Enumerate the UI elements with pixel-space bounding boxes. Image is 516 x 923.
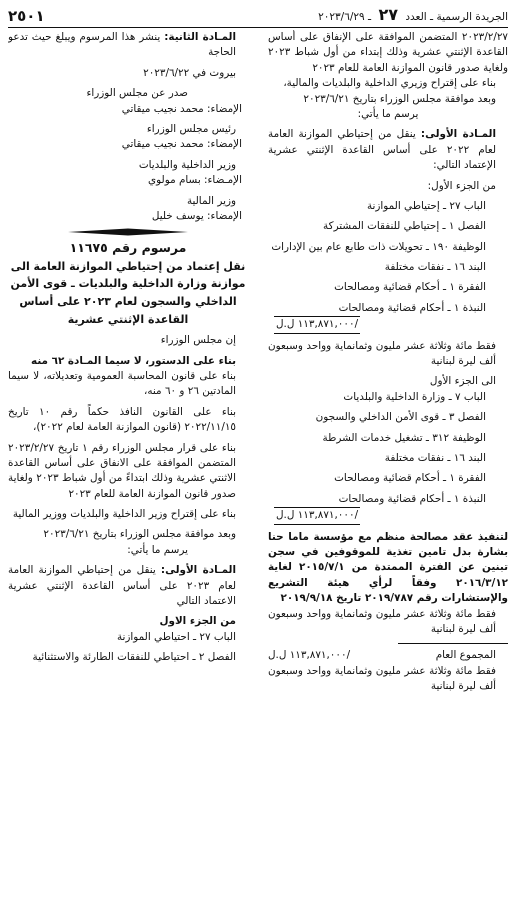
article-2 (8, 30, 248, 61)
amount-box (268, 507, 508, 524)
approval-paragraph: وبعد موافقة مجلس الوزراء بتاريخ ٢٠٢٣/٦/٢١ (303, 92, 496, 105)
signature-line: الإمـضاء: بسام مولوي (148, 174, 242, 187)
amount-value: ١١٣,٨٧١,٠٠٠ ل.ل/ (274, 316, 360, 333)
right-column (262, 30, 508, 923)
page-number: ٢٥٠١ (8, 6, 45, 25)
article-1-text: ينقل من إحتياطي الموازنة العامة لعام ٢٠٢٣ على أساس القاعدة الإثنتي عشرية الاعتماد التالي (8, 564, 236, 608)
basis-law: بناء على قانون المحاسبة العمومية وتعديلاته، لا سيما المادتين ٢٦ و ٦٠ منه، (8, 369, 236, 398)
approval-paragraph: وبعد موافقة مجلس الوزراء بتاريخ ٢٠٢٣/٦/٢١ (43, 528, 236, 541)
budget-line: الفصل ٣ ـ قوى الأمن الداخلي والسجون (315, 411, 486, 424)
article-1-label: المـادة الأولى: (420, 128, 497, 141)
page-header (8, 5, 508, 28)
purpose-paragraph: لتنفيذ عقد مصالحة منظم مع مؤسسة ماما حنا بشارة بدل تامين تغذية للموقوفين في سجن تبنين عن الفترة الممتدة من ٢٠١٥/٧/١ لغاية ٢٠١٦/٣/١٢ وفقاً لرأي هيئة التشريع والإستشارات رقم ٢٠١٩/٧٨٧ تاريخ ٢٠١٩/٩/١٨ (268, 530, 508, 605)
budget-line: البند ١٦ ـ نفقات مختلفة (384, 261, 486, 274)
issue-number: ٢٧ (378, 5, 398, 25)
article-2-text: ينشر هذا المرسوم ويبلغ حيث تدعو الحاجة (8, 31, 236, 59)
decree-number: مرسوم رقم ١١٦٧٥ (69, 240, 187, 256)
issued-by: صدر عن مجلس الوزراء (86, 87, 188, 100)
signatory-role: رئيس مجلس الوزراء (146, 122, 236, 135)
article-1 (8, 563, 248, 609)
signatory-role: وزير الداخلية والبلديات (138, 158, 236, 171)
amount-box (268, 316, 508, 333)
amount-value: ١١٣,٨٧١,٠٠٠ ل.ل/ (274, 507, 360, 524)
gazette-title (318, 3, 508, 27)
proposal-paragraph: بناء على إقتراح وزيري الداخلية والبلديات والمالية، (283, 77, 496, 90)
decision-paragraph: ٢٠٢٣/٢/٢٧ المتضمن الموافقة على الإنفاق على أساس القاعدة الإثنتي عشرية وذلك إبتداء من أول شباط ٢٠٢٣ ولغاية صدور قانون الموازنة العامة للعام ٢٠٢٣ (268, 31, 508, 74)
budget-line: الفقرة ١ ـ أحكام قضائية ومصالحات (334, 472, 486, 485)
basis-decision: بناء على قرار مجلس الوزراء رقم ١ تاريخ ٢٠٢٣/٢/٢٧ المتضمن الموافقة على الانفاق على أساس القاعدة الاثنتي عشرية وذلك ابتداءً من أول شباط ٢٠٢٣ ولغاية صدور قانون الموازنة العامة للعام ٢٠٢٣ (8, 441, 237, 500)
grand-total-label: المجموع العام (435, 649, 496, 662)
signature-line: الإمضاء: محمد نجيب ميقاتي (121, 138, 242, 151)
budget-line: الباب ٢٧ ـ إحتياطي الموازنة (366, 199, 486, 212)
budget-line: الفقرة ١ ـ أحكام قضائية ومصالحات (334, 281, 486, 294)
signature-line: الإمضاء: يوسف خليل (151, 209, 242, 222)
columns (8, 30, 508, 923)
budget-line: الفصل ١ ـ إحتياطي للنفقات المشتركة (323, 220, 486, 233)
amount-in-words: فقط مائة وثلاثة عشر مليون وثمانماية وواحد وسبعون ألف ليرة لبنانية (268, 664, 496, 693)
issue-date: ـ ٢٠٢٣/٦/٢٩ (318, 11, 372, 24)
article-1-label: المـادة الأولى: (160, 564, 237, 577)
article-2-label: المـادة الثانية: (164, 31, 236, 43)
grand-total-row (268, 648, 508, 663)
budget-line: النبذة ١ ـ أحكام قضائية ومصالحات (338, 301, 486, 314)
article-1-text: ينقل من إحتياطي الموازنة العامة لعام ٢٠٢٢ على أساس القاعدة الإثنتي عشرية الإعتماد التالي: (268, 128, 496, 172)
grand-total-amount: ١١٣,٨٧١,٠٠٠ ل.ل/ (268, 649, 351, 662)
budget-line: البند ١٦ ـ نفقات مختلفة (384, 451, 486, 464)
budget-line: الباب ٧ ـ وزارة الداخلية والبلديات (343, 390, 486, 403)
decrees-heading: يرسم ما يأتي: (357, 107, 419, 120)
gazette-name: الجريدة الرسمية ـ العدد (405, 11, 508, 24)
basis-constitution: بناء على الدستور، لا سيما المـادة ٦٢ منه (31, 354, 236, 367)
place-date: بيروت في ٢٠٢٣/٦/٢٢ (143, 66, 236, 79)
article-1 (268, 127, 508, 173)
decrees-heading: يرسم ما يأتي: (127, 543, 188, 556)
basis-law: بناء على القانون النافذ حكماً رقم ١٠ تاريخ ٢٠٢٢/١١/١٥ (قانون الموازنة العامة لعام ٢٠٢٢)، (8, 405, 236, 434)
council-line: إن مجلس الوزراء (160, 334, 236, 347)
signature-line: الإمضاء: محمد نجيب ميقاتي (121, 102, 242, 115)
budget-line: الوظيفة ٣١٢ ـ تشغيل خدمات الشرطة (322, 431, 486, 444)
signatory-role: وزير المالية (186, 194, 236, 207)
amount-in-words: فقط مائة وثلاثة عشر مليون وثمانماية وواحد وسبعون ألف ليرة لبنانية (268, 339, 496, 368)
from-part-heading: من الجزء الاول (159, 615, 236, 628)
budget-line: الفصل ٢ ـ احتياطي للنفقات الطارئة والاستثنائية (32, 651, 236, 664)
to-part-heading: الى الجزء الأول (429, 375, 496, 388)
budget-line: النبذة ١ ـ أحكام قضائية ومصالحات (338, 492, 486, 505)
total-divider (398, 643, 508, 644)
left-column (8, 30, 252, 923)
budget-line: الباب ٢٧ ـ احتياطي الموازنة (116, 630, 236, 643)
decree-title: نقل إعتماد من إحتياطي الموازنة العامة الى موازنة وزارة الداخلية والبلديات ـ قوى الأمن الداخلي والسجون لعام ٢٠٢٣ على أساس القاعدة الإثنتي عشرية (10, 259, 246, 326)
basis-proposal: بناء على إقتراح وزير الداخلية والبلديات ووزير المالية (12, 508, 236, 521)
from-part-heading: من الجزء الأول: (427, 179, 496, 192)
budget-line: الوظيفة ١٩٠ ـ تحويلات ذات طابع عام بين الإدارات (271, 240, 486, 253)
section-divider-ornament (8, 228, 248, 236)
amount-in-words: فقط مائة وثلاثة عشر مليون وثمانماية وواحد وسبعون ألف ليرة لبنانية (268, 607, 496, 635)
